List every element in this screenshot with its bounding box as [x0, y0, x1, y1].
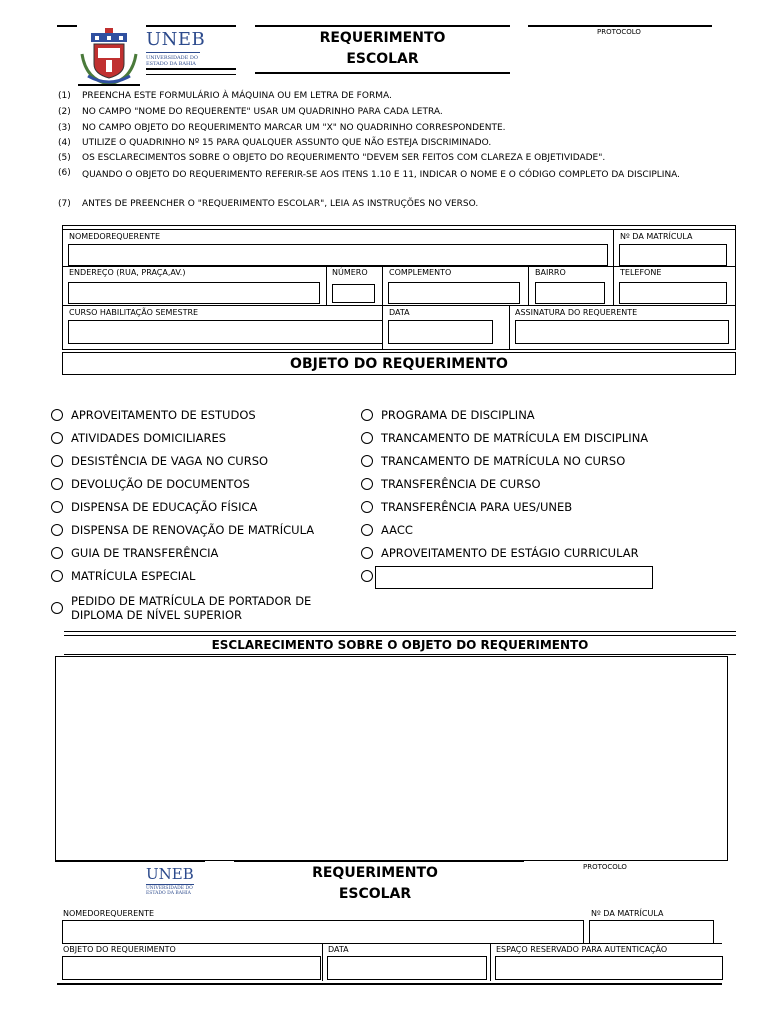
complemento-field[interactable] [388, 282, 520, 304]
section-rule [64, 631, 736, 632]
section-rule [64, 654, 736, 655]
option-radio[interactable] [51, 570, 63, 582]
matricula-label: Nº DA MATRÍCULA [620, 232, 693, 241]
option-radio[interactable] [51, 547, 63, 559]
header-rule [146, 74, 236, 75]
option-label: TRANSFERÊNCIA PARA UES/UNEB [381, 500, 573, 514]
instruction-text: PREENCHA ESTE FORMULÁRIO À MÁQUINA OU EM LETRA DE FORMA. [82, 91, 392, 101]
option-radio[interactable] [51, 432, 63, 444]
stub-divider [322, 943, 323, 981]
option-label: DEVOLUÇÃO DE DOCUMENTOS [71, 477, 250, 491]
stub-bottom-rule [57, 983, 722, 985]
stub-matricula-label: Nº DA MATRÍCULA [591, 909, 664, 918]
form-row-divider [62, 349, 736, 350]
instruction-number: (4) [58, 138, 71, 148]
option-label: ATIVIDADES DOMICILIARES [71, 431, 227, 445]
stub-rule [234, 860, 524, 862]
stub-matricula-field[interactable] [589, 920, 714, 944]
option-label: DISPENSA DE RENOVAÇÃO DE MATRÍCULA [71, 523, 315, 537]
option-radio[interactable] [361, 547, 373, 559]
assinatura-field[interactable] [515, 320, 729, 344]
curso-label: CURSO HABILITAÇÃO SEMESTRE [69, 308, 199, 317]
header-rule [57, 25, 77, 27]
instruction-number: (7) [58, 199, 71, 209]
name-field[interactable] [68, 244, 608, 266]
instruction-text: OS ESCLARECIMENTOS SOBRE O OBJETO DO REQUERIMENTO "DEVEM SER FEITOS COM CLAREZA E OBJETIVIDADE". [82, 153, 606, 163]
assinatura-label: ASSINATURA DO REQUERENTE [515, 308, 638, 317]
form-border-left [62, 225, 63, 349]
option-label: APROVEITAMENTO DE ESTÁGIO CURRICULAR [381, 546, 639, 560]
endereco-field[interactable] [68, 282, 320, 304]
stub-uneb-logo-text: UNEB [146, 865, 194, 883]
option-label: TRANCAMENTO DE MATRÍCULA EM DISCIPLINA [381, 431, 649, 445]
form-border-top [62, 225, 736, 226]
objeto-heading: OBJETO DO REQUERIMENTO [290, 356, 508, 372]
form-border-top [62, 229, 736, 230]
option-radio[interactable] [51, 455, 63, 467]
option-radio[interactable] [361, 432, 373, 444]
option-radio[interactable] [51, 602, 63, 614]
stub-uneb-logo-subtitle: UNIVERSIDADE DO ESTADO DA BAHIA [146, 886, 193, 896]
form-row-divider [62, 266, 736, 267]
instruction-text: UTILIZE O QUADRINHO Nº 15 PARA QUALQUER ASSUNTO QUE NÃO ESTEJA DISCRIMINADO. [82, 138, 492, 148]
option-radio[interactable] [51, 478, 63, 490]
option-label: PROGRAMA DE DISCIPLINA [381, 408, 535, 422]
data-label: DATA [389, 308, 410, 317]
header-rule [255, 25, 510, 27]
stub-rule [55, 860, 205, 862]
stub-autenticacao-label: ESPAÇO RESERVADO PARA AUTENTICAÇÃO [496, 945, 668, 954]
header-rule [146, 68, 236, 70]
option-label: APROVEITAMENTO DE ESTUDOS [71, 408, 256, 422]
instruction-number: (6) [58, 168, 71, 178]
data-field[interactable] [388, 320, 493, 344]
bairro-label: BAIRRO [535, 268, 566, 277]
form-divider [382, 266, 383, 306]
telefone-label: TELEFONE [620, 268, 662, 277]
stub-title-line2: ESCOLAR [338, 886, 412, 902]
logo-divider [146, 52, 200, 53]
option-label: AACC [381, 523, 413, 537]
stub-objeto-label: OBJETO DO REQUERIMENTO [63, 945, 176, 954]
instruction-text: NO CAMPO "NOME DO REQUERENTE" USAR UM QUADRINHO PARA CADA LETRA. [82, 107, 443, 117]
form-divider [613, 266, 614, 306]
stub-logo-divider [146, 884, 194, 885]
stub-protocol-label: PROTOCOLO [583, 863, 627, 871]
endereco-label: ENDEREÇO (RUA, PRAÇA,AV.) [69, 268, 186, 277]
stub-row-divider [62, 943, 722, 944]
instruction-number: (3) [58, 123, 71, 133]
section-rule [64, 635, 736, 636]
stub-data-label: DATA [328, 945, 349, 954]
option-radio[interactable] [361, 478, 373, 490]
option-label: PEDIDO DE MATRÍCULA DE PORTADOR DE DIPLOMA DE NÍVEL SUPERIOR [71, 594, 312, 622]
name-label: NOMEDOREQUERENTE [69, 232, 161, 241]
matricula-field[interactable] [619, 244, 727, 266]
option-radio[interactable] [361, 524, 373, 536]
instruction-number: (2) [58, 107, 71, 117]
title-underline [255, 72, 510, 74]
option-radio[interactable] [361, 501, 373, 513]
instruction-text: NO CAMPO OBJETO DO REQUERIMENTO MARCAR UM "X" NO QUADRINHO CORRESPONDENTE. [82, 123, 506, 133]
esclarecimento-textarea[interactable] [55, 656, 728, 861]
header-rule [146, 25, 236, 27]
bairro-field[interactable] [535, 282, 605, 304]
option-radio[interactable] [51, 501, 63, 513]
uneb-logo-subtitle: UNIVERSIDADE DO ESTADO DA BAHIA [146, 55, 198, 67]
form-divider [509, 305, 510, 349]
numero-field[interactable] [332, 284, 375, 303]
option-radio[interactable] [361, 455, 373, 467]
option-label: MATRÍCULA ESPECIAL [71, 569, 196, 583]
stub-autenticacao-field[interactable] [495, 956, 723, 980]
page-title-line1: REQUERIMENTO [319, 30, 446, 46]
stub-name-label: NOMEDOREQUERENTE [63, 909, 155, 918]
other-option-field[interactable] [375, 566, 653, 589]
complemento-label: COMPLEMENTO [389, 268, 452, 277]
form-border-right [735, 225, 736, 349]
form-divider [528, 266, 529, 306]
option-label: TRANCAMENTO DE MATRÍCULA NO CURSO [381, 454, 626, 468]
option-radio-other[interactable] [361, 570, 373, 582]
option-label: DISPENSA DE EDUCAÇÃO FÍSICA [71, 500, 258, 514]
instruction-text: ANTES DE PREENCHER O "REQUERIMENTO ESCOLAR", LEIA AS INSTRUÇÕES NO VERSO. [82, 199, 479, 209]
page-title-line2: ESCOLAR [346, 51, 419, 67]
instruction-number: (1) [58, 91, 71, 101]
option-label: DESISTÊNCIA DE VAGA NO CURSO [71, 454, 269, 468]
stub-divider [490, 943, 491, 981]
stub-name-field[interactable] [62, 920, 584, 944]
telefone-field[interactable] [619, 282, 727, 304]
option-label: GUIA DE TRANSFERÊNCIA [71, 546, 219, 560]
form-divider [326, 266, 327, 306]
protocol-label: PROTOCOLO [597, 28, 641, 36]
option-radio[interactable] [51, 409, 63, 421]
header-rule [528, 25, 712, 27]
option-radio[interactable] [361, 409, 373, 421]
uneb-logo-text: UNEB [146, 29, 206, 50]
form-divider [613, 229, 614, 267]
option-label: TRANSFERÊNCIA DE CURSO [381, 477, 541, 491]
stub-objeto-field[interactable] [62, 956, 321, 980]
option-radio[interactable] [51, 524, 63, 536]
instruction-text: QUANDO O OBJETO DO REQUERIMENTO REFERIR-SE AOS ITENS 1.10 E 11, INDICAR O NOME E O CÓDIGO COMPLETO DA DISCIPLINA. [82, 170, 681, 180]
stub-title-line1: REQUERIMENTO [312, 865, 438, 881]
form-row-divider [62, 305, 736, 306]
esclarecimento-heading: ESCLARECIMENTO SOBRE O OBJETO DO REQUERIMENTO [211, 638, 589, 652]
crest-underline [78, 84, 140, 86]
curso-field[interactable] [68, 320, 383, 344]
instruction-number: (5) [58, 153, 71, 163]
uneb-crest-icon [78, 24, 140, 88]
stub-data-field[interactable] [327, 956, 487, 980]
numero-label: NÚMERO [332, 268, 368, 277]
